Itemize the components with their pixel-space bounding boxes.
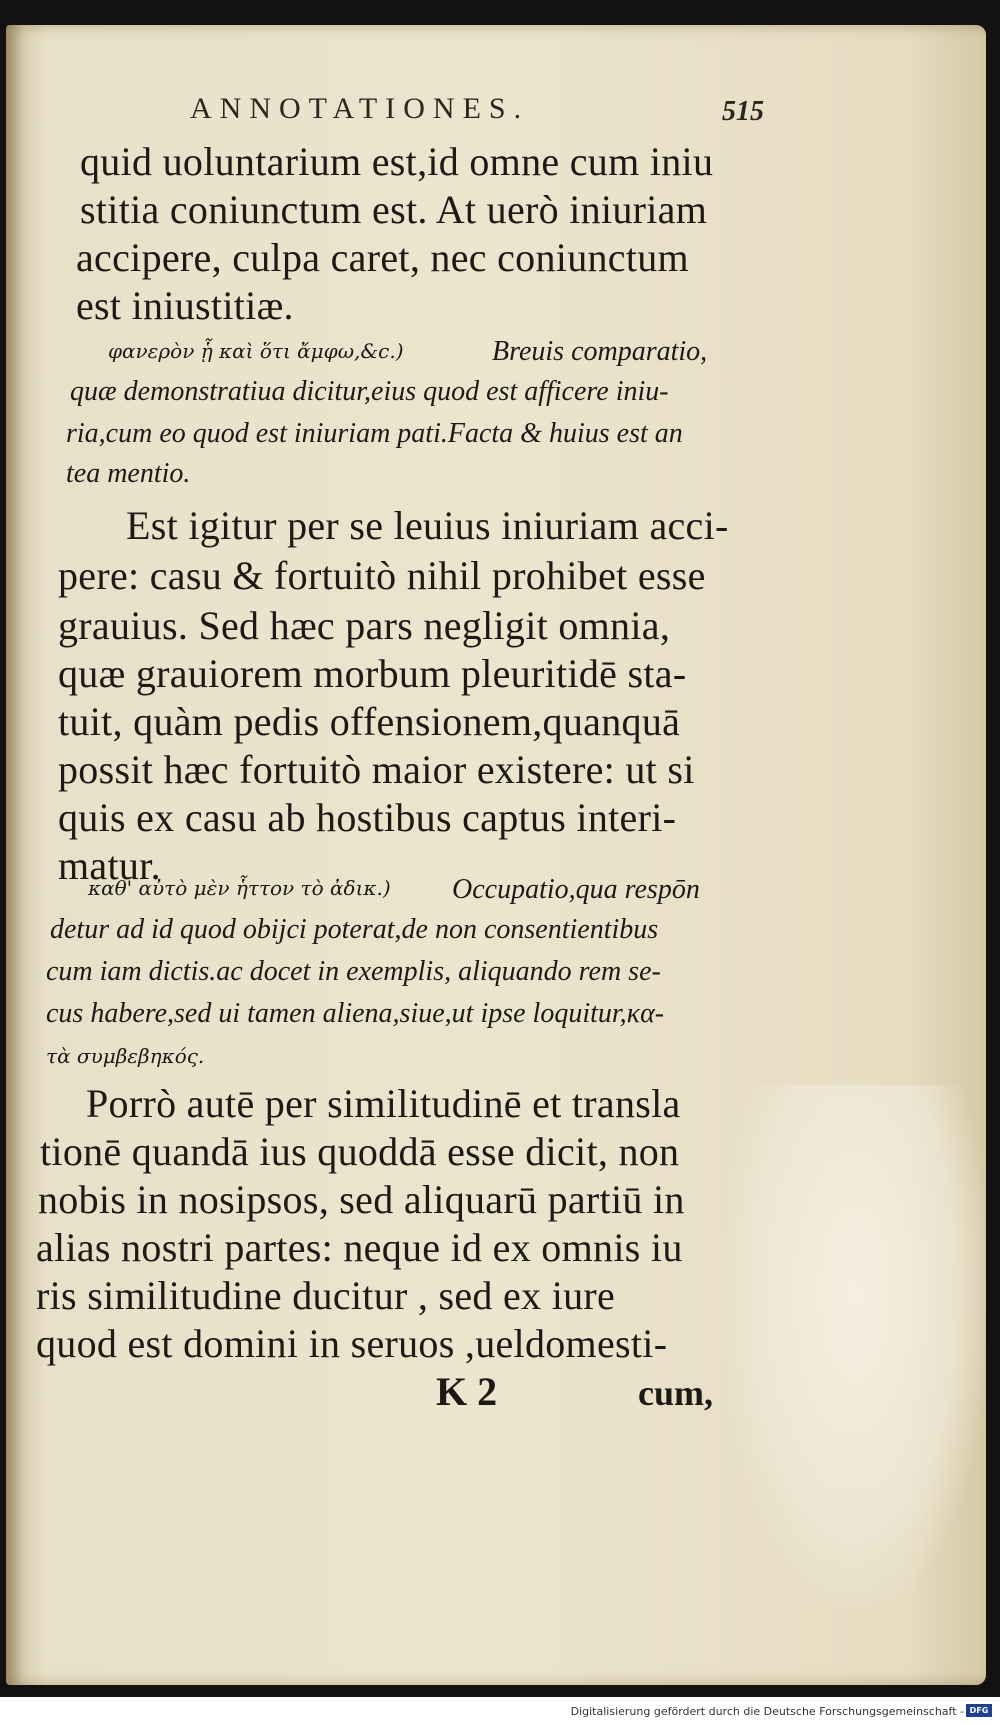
text-line: tuit, quàm pedis offensionem,quanquā [58,699,681,744]
signature-mark: K 2 [436,1369,498,1414]
text-line: grauius. Sed hæc pars negligit omnia, [58,603,671,648]
running-title: ANNOTATIONES. [190,92,530,125]
dfg-logo: DFG [966,1704,992,1717]
note-line: quæ demonstratiua dicitur,eius quod est afficere iniu- [70,376,669,407]
text-line: stitia coniunctum est. At uerò iniuriam [80,187,708,232]
text-line: quid uoluntarium est,id omne cum iniu [80,139,714,184]
note-line: detur ad id quod obijci poterat,de non consentientibus [50,914,659,945]
text-line: ris similitudine ducitur , sed ex iure [36,1273,616,1318]
note-line: Breuis comparatio, [492,336,708,367]
text-line: quæ grauiorem morbum pleuritidē sta- [58,651,687,696]
text-line: tionē quandā ius quoddā esse dicit, non [40,1129,680,1174]
digitization-credit: Digitalisierung gefördert durch die Deutsche Forschungsgemeinschaft - [570,1705,964,1718]
note-line: ria,cum eo quod est iniuriam pati.Facta & huius est an [66,418,683,449]
text-line: accipere, culpa caret, nec coniunctum [76,235,689,280]
catchword: cum, [638,1373,713,1413]
text-line: Porrò autē per similitudinē et transla [86,1081,681,1126]
note-line: tea mentio. [66,458,191,489]
note-lemma-greek: φανερὸν ᾗ καὶ ὅτι ἄμφω,&c.) [108,339,404,363]
note-line: Occupatio,qua respōn [452,874,700,905]
text-line: possit hæc fortuitò maior existere: ut si [58,747,695,792]
note-line: cum iam dictis.ac docet in exemplis, aliquando rem se- [46,956,661,987]
note-lemma-greek: καθ' αὐτὸ μὲν ἧττον τὸ ἀδικ.) [88,876,391,900]
paper-stain [726,1085,986,1605]
note-line: cus habere,sed ui tamen aliena,siue,ut ipse loquitur,κα- [46,998,665,1029]
note-greek-tail: τὰ συμβεβηκός. [46,1044,205,1068]
text-line: Est igitur per se leuius iniuriam acci- [126,503,729,548]
page-number: 515 [722,96,764,127]
text-line: pere: casu & fortuitò nihil prohibet esse [58,553,706,598]
text-line: alias nostri partes: neque id ex omnis iu [36,1225,683,1270]
text-line: est iniustitiæ. [76,283,294,328]
text-line: quod est domini in seruos ,ueldomesti- [36,1321,668,1366]
text-line: nobis in nosipsos, sed aliquarū partiū in [38,1177,685,1222]
text-line: matur. [58,843,161,888]
text-line: quis ex casu ab hostibus captus interi- [58,795,677,840]
